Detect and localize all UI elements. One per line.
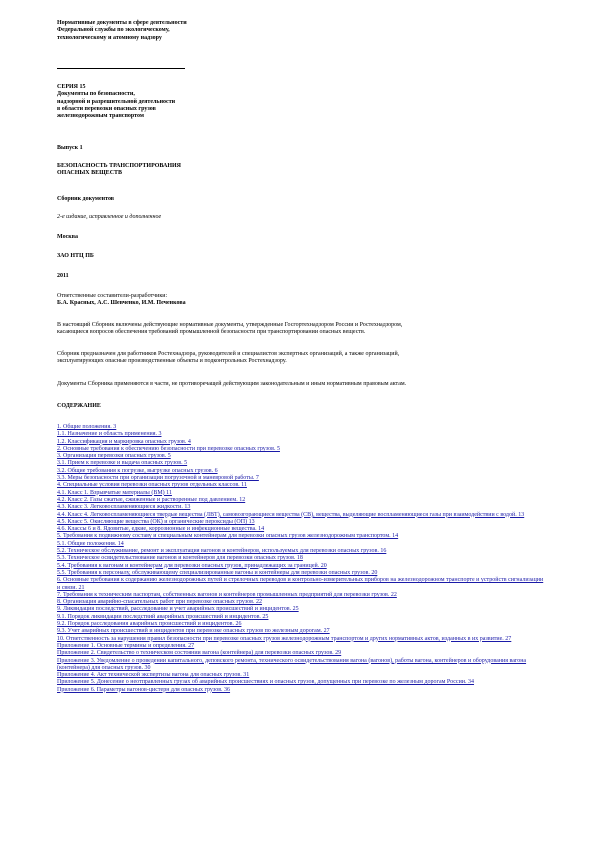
paragraph-line: Сборник предназначен для работников Ростехнадзора, руководителей и специалистов экспертных организаций, а также организаций, [57, 351, 400, 357]
publisher [57, 253, 547, 260]
toc-link[interactable]: 3.1. Прием к перевозке и выдача опасных грузов. 5 [57, 460, 188, 467]
compilers-label: Ответственные составители-разработчики: [57, 293, 168, 299]
toc-link[interactable]: 4.1. Класс 1. Взрывчатые материалы (ВМ) 11 [57, 489, 172, 496]
toc-link[interactable]: Приложение 5. Донесение о неотправленных грузах об аварийных происшествиях и опасных грузов, допущенных при перевозке по железным дорогам России. 34 [57, 679, 475, 686]
toc-link[interactable]: 2. Основные требования к обеспечению безопасности при перевозке опасных грузов. 5 [57, 445, 280, 452]
toc-link[interactable]: 4. Специальные условия перевозки опасных грузов отдельных классов. 11 [57, 482, 247, 489]
compilers-names: Б.А. Красных, А.С. Шевченко, И.М. Печенкова [57, 300, 186, 307]
publisher-text: ЗАО НТЦ ПБ [57, 253, 94, 259]
toc-link[interactable]: 9.1. Порядок ликвидации последствий аварийных происшествий и инцидентов. 25 [57, 613, 269, 620]
series-block [57, 84, 547, 120]
toc-link[interactable]: 9. Ликвидация последствий, расследование и учет аварийных происшествий и инцидентов. 25 [57, 606, 299, 613]
toc-link[interactable]: 5.5. Требования к персоналу, обслуживающему специализированные вагоны и контейнеры для перевозки опасных грузов. 20 [57, 569, 378, 576]
toc-link[interactable]: 4.3. Класс 3. Легковоспламеняющиеся жидкости. 13 [57, 504, 191, 511]
header-line: Федеральной службы по экологическому, [57, 27, 170, 34]
toc-link[interactable]: 9.2. Порядок расследования аварийных происшествий и инцидентов. 26 [57, 621, 242, 628]
toc-link[interactable]: 3.3. Меры безопасности при организации погрузочной и маневровой работы. 7 [57, 475, 259, 482]
separator-rule [57, 68, 185, 69]
paragraph-line: Документы Сборника применяются в части, не противоречащей действующим законодательным и иным нормативным правовым актам. [57, 381, 407, 387]
audience-paragraph [57, 351, 547, 366]
toc-link[interactable]: 5. Требования к подвижному составу и специальным контейнерам для перевозки опасных грузов железнодорожным транспортом. 14 [57, 533, 399, 540]
toc-link[interactable]: 6. Основные требования к содержанию железнодорожных путей и стрелочных переводов и контрольно-измерительных приборов на железнодорожном транспорте и устройств сигнализации и связи. 21 [57, 577, 544, 591]
table-of-contents [57, 424, 547, 694]
toc-link[interactable]: 9.3. Учет аварийных происшествий и инцидентов при перевозке опасных грузов по железным дорогам. 27 [57, 628, 330, 635]
issue-text: Выпуск 1 [57, 145, 83, 151]
document-title [57, 163, 547, 178]
collection-text: Сборник документов [57, 196, 115, 202]
toc-link[interactable]: 4.2. Класс 2. Газы сжатые, сжиженные и растворенные под давлением. 12 [57, 496, 246, 503]
toc-link[interactable]: 5.3. Техническое освидетельствование вагонов и контейнеров для перевозки опасных грузов. 18 [57, 555, 303, 562]
toc-link[interactable]: 8. Организация аварийно-спасательных работ при перевозке опасных грузов. 22 [57, 599, 262, 606]
year [57, 273, 547, 280]
header-block [57, 20, 547, 42]
title-line: ОПАСНЫХ ВЕЩЕСТВ [57, 170, 123, 177]
edition-text: 2-е издание, исправленное и дополненное [57, 214, 162, 220]
collection-label [57, 196, 547, 203]
city-text: Москва [57, 234, 78, 240]
toc-link[interactable]: 4.5. Класс 5. Окисляющие вещества (ОК) и органические пероксиды (ОП) 13 [57, 518, 255, 525]
toc-link[interactable]: 5.2. Техническое обслуживание, ремонт и эксплуатация вагонов и контейнеров, используемых для перевозки опасных грузов. 16 [57, 548, 387, 555]
toc-link[interactable]: 4.6. Классы 6 и 8. Ядовитые, едкие, коррозионные и инфекционные вещества. 14 [57, 526, 265, 533]
series-line: надзорной и разрешительной деятельности [57, 98, 176, 105]
scope-paragraph [57, 381, 547, 388]
toc-link[interactable]: Приложение 4. Акт технической экспертизы вагона для опасных грузов. 31 [57, 672, 250, 679]
toc-link[interactable]: 1. Общие положения. 3 [57, 424, 117, 430]
toc-link[interactable]: 3.2. Общие требования к погрузке, выгрузке опасных грузов. 6 [57, 467, 218, 474]
toc-link[interactable]: Приложение 2. Свидетельство о техническом состоянии вагона (контейнера) для перевозки опасных грузов. 29 [57, 650, 342, 657]
toc-link[interactable]: 5.1. Общие положения. 14 [57, 540, 124, 547]
edition-note [57, 214, 547, 221]
toc-link[interactable]: Приложение 3. Уведомление о проведении капитального, деповского ремонта, технического освидетельствования вагона (вагонов), работы вагона, контейнеров и оборудования вагона (контейнера) для опасных грузов. 30 [57, 657, 527, 671]
paragraph-line: В настоящий Сборник включены действующие нормативные документы, утвержденные Госгортехнадзором России и Ростехнадзором, [57, 322, 403, 328]
toc-link[interactable]: 7. Требования к техническим паспортам, собственных вагонов и контейнеров промышленных предприятий для перевозки грузов. 22 [57, 591, 397, 598]
series-number: СЕРИЯ 15 [57, 84, 86, 90]
toc-link[interactable]: 4.4. Класс 4. Легковоспламеняющиеся твердые вещества (ЛВТ), самовозгорающиеся вещества (СВ), вещества, выделяющие воспламеняющиеся газы при взаимодействии с водой. 13 [57, 511, 525, 518]
toc-link[interactable]: Приложение 6. Параметры вагонов-цистерн для опасных грузов. 36 [57, 686, 231, 693]
toc-link[interactable]: 5.4. Требования к вагонам и контейнерам для перевозки опасных грузов, принадлежащих за границей. 20 [57, 562, 327, 569]
year-text: 2011 [57, 273, 69, 279]
paragraph-line: касающиеся вопросов обеспечения требований промышленной безопасности при транспортировании опасных веществ. [57, 329, 366, 336]
series-line: железнодорожным транспортом [57, 113, 144, 120]
title-line: БЕЗОПАСНОСТЬ ТРАНСПОРТИРОВАНИЯ [57, 163, 182, 169]
toc-link[interactable]: 3. Организация перевозки опасных грузов. 5 [57, 453, 171, 460]
intro-paragraph [57, 322, 547, 337]
toc-link[interactable]: 1.2. Классификация и маркировка опасных грузов. 4 [57, 438, 191, 445]
toc-heading [57, 403, 547, 410]
toc-link[interactable]: 10. Ответственность за нарушения правил безопасности при перевозке опасных грузов железнодорожным транспортом и других нормативных актов, изданных в их развитие. 27 [57, 635, 512, 642]
issue-label [57, 145, 547, 152]
series-line: в области перевозки опасных грузов [57, 105, 156, 112]
series-line: Документы по безопасности, [57, 91, 135, 98]
toc-link[interactable]: Приложение 1. Основные термины и определения. 27 [57, 642, 195, 649]
header-line: технологическому и атомному надзору [57, 34, 162, 41]
city [57, 234, 547, 241]
toc-link[interactable]: 1.1. Назначение и область применения. 3 [57, 431, 162, 438]
toc-heading-text: СОДЕРЖАНИЕ [57, 403, 101, 409]
paragraph-line: эксплуатирующих опасные производственные объекты и подконтрольных Ростехнадзору. [57, 358, 287, 365]
compilers-block [57, 293, 547, 308]
header-line: Нормативные документы в сфере деятельности [57, 20, 187, 26]
